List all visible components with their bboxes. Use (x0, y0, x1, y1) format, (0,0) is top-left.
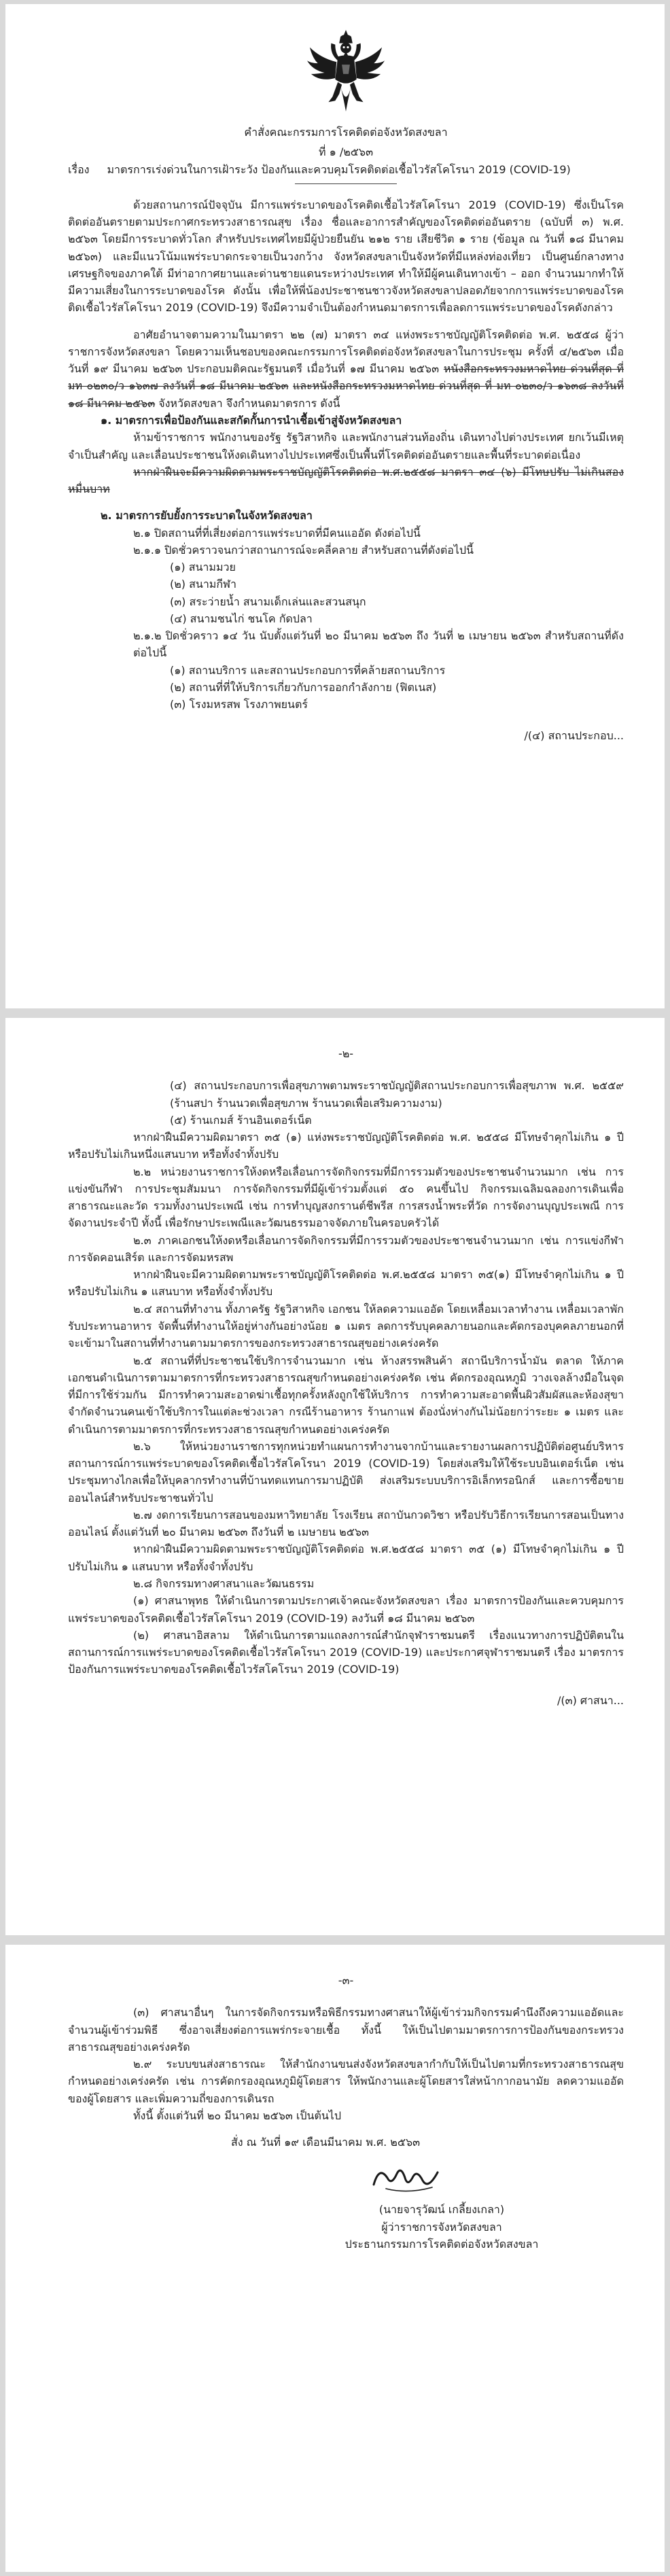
list-item: (๒) สนามกีฬา (170, 578, 236, 591)
list-item: (๓) โรงมหรสพ โรงภาพยนตร์ (170, 698, 308, 711)
section-2-8-2-paragraph: (๒) ศาสนาอิสลาม ให้ดำเนินการตามแถลงการณ์สำนักจุฬาราชมนตรี เรื่องแนวทางการปฏิบัติตนในสถานการณ์การแพร่ระบาดของโรคติดเชื้อไวรัสโคโรนา 2019 (COVID-19) และประกาศจุฬาราชมนตรี เรื่อง มาตรการป้องกันการแพร่ระบาดของโรคติดเชื้อไวรัสโคโรนา 2019 (COVID-19) (68, 1628, 624, 1676)
penalty-2-1: หากฝ่าฝืนมีความผิดมาตรา ๓๕ (๑) แห่งพระราชบัญญัติโรคติดต่อ พ.ศ. ๒๕๕๘ มีโทษจำคุกไม่เกิน ๑ ปี หรือปรับไม่เกินหนึ่งแสนบาท หรือทั้งจำทั้งปรับ (68, 1131, 624, 1161)
signer-name: (นายจารุวัฒน์ เกลี้ยงเกลา) (378, 2203, 505, 2217)
subject-text: มาตรการเร่งด่วนในการเฝ้าระวัง ป้องกันและควบคุมโรคติดต่อเชื้อไวรัสโคโรนา 2019 (COVID-19) (107, 162, 571, 176)
section-2-1-2-heading: ๒.๑.๒ ปิดชั่วคราว ๑๔ วัน นับตั้งแต่วันที่ ๒๐ มีนาคม ๒๕๖๓ ถึง วันที่ ๒ เมษายน ๒๕๖๓ สำหรับสถานที่ดังต่อไปนี้ (133, 629, 624, 660)
section-2-4-paragraph: ๒.๔ สถานที่ทำงาน ทั้งภาครัฐ รัฐวิสาหกิจ เอกชน ให้ลดความแออัด โดยเหลื่อมเวลาทำงาน เหลื่อมเวลาพักรับประทานอาหาร จัดพื้นที่ทำงานให้อยู่ห่างกันอย่างน้อย ๑ เมตร ลดการรับบุคคลภายนอกและคัดกรองบุคคลภายนอกที่จะเข้ามาในสถานที่ทำงานตามมาตรการของกระทรวงสาธารณสุขอย่างเคร่งครัด (68, 1302, 624, 1350)
list-item: (๔) สนามชนไก่ ชนโค กัดปลา (170, 612, 313, 625)
preamble-paragraph: ด้วยสถานการณ์ปัจจุบัน มีการแพร่ระบาดของโรคติดเชื้อไวรัสโคโรนา 2019 (COVID-19) ซึ่งเป็นโรคติดต่ออันตรายตามประกาศกระทรวงสาธารณสุข เรื่อง ชื่อและอาการสำคัญของโรคติดต่ออันตราย (ฉบับที่ ๓) พ.ศ. ๒๕๖๓ โดยมีการระบาดทั่วโลก สำหรับประเทศไทยมีผู้ป่วยยืนยัน ๒๑๒ ราย เสียชีวิต ๑ ราย (ข้อมูล ณ วันที่ ๑๘ มีนาคม ๒๕๖๓) และมีแนวโน้มแพร่ระบาดกระจายเป็นวงกว้าง จังหวัดสงขลาเป็นจังหวัดที่มีแหล่งท่องเที่ยว เป็นศูนย์กลางทางเศรษฐกิจของภาคใต้ มีท่าอากาศยานและด่านชายแดนระหว่างประเทศ ทำให้มีผู้คนเดินทางเข้า – ออก จำนวนมากทำให้มีความเสี่ยงในการระบาดของโรค ดังนั้น เพื่อให้พี่น้องประชาชนชาวจังหวัดสงขลาปลอดภัยจากการแพร่ระบาดของโรคติดเชื้อไวรัสโคโรนา 2019 (COVID-19) จึงมีความจำเป็นต้องกำหนดมาตรการเพื่อลดการแพร่ระบาดของโรคดังกล่าว (68, 198, 624, 315)
authority-paragraph (68, 326, 624, 412)
list-item: (๔) สถานประกอบการเพื่อสุขภาพตามพระราชบัญญัติสถานประกอบการเพื่อสุขภาพ พ.ศ. ๒๕๕๙ (ร้านสปา ร้านนวดเพื่อสุขภาพ ร้านนวดเพื่อเสริมความงาม) (170, 1079, 624, 1110)
list-2-1-2 (68, 662, 624, 713)
section-2-7-paragraph: ๒.๗ งดการเรียนการสอนของมหาวิทยาลัย โรงเรียน สถาบันกวดวิชา หรือปรับวิธีการเรียนการสอนเป็นทางออนไลน์ ตั้งแต่วันที่ ๒๐ มีนาคม ๒๕๖๓ ถึงวันที่ ๒ เมษายน ๒๕๖๓ (68, 1508, 624, 1539)
issuing-authority: คำสั่งคณะกรรมการโรคติดต่อจังหวัดสงขลา (244, 126, 448, 139)
section-2-8-heading: ๒.๘ กิจกรรมทางศาสนาและวัฒนธรรม (133, 1576, 315, 1590)
document-page-2 (5, 1018, 665, 1935)
section-2-1-heading: ๒.๑ ปิดสถานที่ที่เสี่ยงต่อการแพร่ระบาดที่มีคนแออัด ดังต่อไปนี้ (133, 526, 421, 540)
section-2-8-3-paragraph: (๓) ศาสนาอื่นๆ ในการจัดกิจกรรมหรือพิธีกรรมทางศาสนาให้ผู้เข้าร่วมกิจกรรมคำนึงถึงความแออัดและจำนวนผู้เข้าร่วมพิธี ซึ่งอาจเสี่ยงต่อการแพร่กระจายเชื้อ ทั้งนี้ ให้เป็นไปตามมาตรการการป้องกันของกระทรวงสาธารณสุขอย่างเคร่งครัด (68, 2006, 624, 2053)
section-2-2-paragraph: ๒.๒ หน่วยงานราชการให้งดหรือเลื่อนการจัดกิจกรรมที่มีการรวมตัวของประชาชนจำนวนมาก เช่น การแข่งขันกีฬา การประชุมสัมมนา การจัดกิจกรรมที่มีผู้เข้าร่วมตั้งแต่ ๕๐ คนขึ้นไป กิจกรรมเฉลิมฉลองการเดินเพื่อสาธารณะและวัด รวมทั้งงานประเพณี เช่น การทำบุญสงกรานต์ชีพรีส การสรงน้ำพระที่วัด การจัดงานบุญประเพณี การจัดงานประจำปี ทั้งนี้ เพื่อรักษาประเพณีและวัฒนธรรมอาจจัดภายในครอบครัวได้ (68, 1165, 624, 1230)
list-item: (๓) สระว่ายน้ำ สนามเด็กเล่นและสวนสนุก (170, 595, 366, 608)
page-number: -๒- (338, 1047, 354, 1060)
section-2-heading: ๒. มาตรการยับยั้งการระบาดในจังหวัดสงขลา (101, 509, 313, 523)
section-1-heading: ๑. มาตรการเพื่อป้องกันและสกัดกั้นการนำเชื้อเข้าสู่จังหวัดสงขลา (101, 413, 402, 427)
signer-title-1: ผู้ว่าราชการจังหวัดสงขลา (381, 2220, 502, 2234)
authority-text-end: จังหวัดสงขลา จึงกำหนดมาตรการ ดังนี้ (158, 396, 340, 410)
effective-date: ทั้งนี้ ตั้งแต่วันที่ ๒๐ มีนาคม ๒๕๖๓ เป็นต้นไป (133, 2109, 341, 2122)
section-1-paragraph: ห้ามข้าราชการ พนักงานของรัฐ รัฐวิสาหกิจ และพนักงานส่วนท้องถิ่น เดินทางไปต่างประเทศ ยกเว้นมีเหตุจำเป็นสำคัญ และเลื่อนประชาชนให้งดเดินทางไปประเทศซึ่งเป็นพื้นที่โรคติดต่ออันตรายและพื้นที่ระบาดต่อเนื่อง (68, 431, 624, 461)
order-number: ที่ ๑ /๒๕๖๓ (318, 145, 373, 159)
list-item: (๕) ร้านเกมส์ ร้านอินเตอร์เน็ต (170, 1113, 312, 1127)
section-2-3-paragraph: ๒.๓ ภาคเอกชนให้งดหรือเลื่อนการจัดกิจกรรมที่มีการรวมตัวของประชาชนจำนวนมาก เช่น การแข่งกีฬา การจัดคอนเสิร์ต และการจัดมหรสพ (68, 1233, 624, 1264)
section-2-5-paragraph: ๒.๕ สถานที่ที่ประชาชนใช้บริการจำนวนมาก เช่น ห้างสรรพสินค้า สถานีบริการน้ำมัน ตลาด ให้ภาคเอกชนดำเนินการตามมาตรการที่กระทรวงสาธารณสุขกำหนดอย่างเคร่งครัด เช่น คัดกรองอุณหภูมิ วางเจลล้างมือในจุดที่มีการใช้ร่วมกัน มีการทำความสะอาดฆ่าเชื้อทุกครั้งหลังถูกใช้ให้บริการ การทำความสะอาดพื้นผิวสัมผัสและห้องสุขา จำกัดจำนวนคนเข้าใช้บริการในแต่ละช่วงเวลา กรณีร้านอาหาร ร้านกาแฟ ต้องนั่งห่างกันไม่น้อยกว่าระยะ ๑ เมตร และดำเนินการตามมาตรการที่กระทรวงสาธารณสุขกำหนดอย่างเคร่งครัด (68, 1354, 624, 1436)
struck-reference-2: และหนังสือกระทรวงมหาดไทย ด่วนที่สุด ที่ มท ๐๒๓๐/ว ๑๖๓๘ ลงวันที่ ๑๘ มีนาคม ๒๕๖๓ (68, 379, 624, 410)
continuation-marker: /(๔) สถานประกอบ... (524, 728, 624, 742)
section-2-1-1-heading: ๒.๑.๑ ปิดชั่วคราวจนกว่าสถานการณ์จะคลี่คลาย สำหรับสถานที่ดังต่อไปนี้ (133, 543, 474, 557)
section-1-penalty: หากฝ่าฝืนจะมีความผิดตามพระราชบัญญัติโรคติดต่อ พ.ศ.๒๕๕๘ มาตรา ๓๔ (๖) มีโทษปรับ ไม่เกินสองหมื่นบาท (68, 465, 624, 496)
authority-text: อาศัยอำนาจตามความในมาตรา ๒๒ (๗) มาตรา ๓๔ แห่งพระราชบัญญัติโรคติดต่อ พ.ศ. ๒๕๕๘ ผู้ว่าราชการจังหวัดสงขลา โดยความเห็นชอบของคณะกรรมการโรคติดต่อจังหวัดสงขลาในการประชุม ครั้งที่ ๔/๒๕๖๓ เมื่อวันที่ ๑๙ มีนาคม ๒๕๖๓ ประกอบมติคณะรัฐมนตรี เมื่อวันที่ ๑๗ มีนาคม ๒๕๖๓ (68, 328, 624, 376)
list-item: (๑) สนามมวย (170, 561, 236, 574)
list-2-1-1 (68, 559, 624, 627)
subject-line (68, 161, 624, 178)
struck-reference-1: หนังสือกระทรวงมหาดไทย ด่วนที่สุด ที่ มท ๐๒๓๐/ว ๑๖๓๗ ลงวันที่ ๑๘ มีนาคม ๒๕๖๓ (68, 362, 624, 393)
document-page-3 (5, 1945, 665, 2572)
subject-label: เรื่อง (68, 162, 90, 176)
document-page-1 (5, 4, 665, 1008)
signature-icon (367, 2157, 448, 2198)
continuation-marker: /(๓) ศาสนา... (557, 1693, 624, 1707)
list-item: (๑) สถานบริการ และสถานประกอบการที่คล้ายสถานบริการ (170, 663, 446, 677)
page-number: -๓- (338, 1974, 354, 1987)
title-divider (295, 183, 397, 184)
order-date: สั่ง ณ วันที่ ๑๙ เดือนมีนาคม พ.ศ. ๒๕๖๓ (231, 2136, 421, 2149)
garuda-emblem-icon (306, 27, 386, 114)
penalty-2-3: หากฝ่าฝืนจะมีความผิดตามพระราชบัญญัติโรคติดต่อ พ.ศ.๒๕๕๘ มาตรา ๓๕(๑) มีโทษจำคุกไม่เกิน ๑ ปี หรือปรับไม่เกิน ๑ แสนบาท หรือทั้งจำทั้งปรับ (68, 1268, 624, 1299)
penalty-2-7: หากฝ่าฝืนมีความผิดตามพระราชบัญญัติโรคติดต่อ พ.ศ.๒๕๕๘ มาตรา ๓๕ (๑) มีโทษจำคุกไม่เกิน ๑ ปี ปรับไม่เกิน ๑ แสนบาท หรือทั้งจำทั้งปรับ (68, 1542, 624, 1573)
signature-block (68, 2201, 564, 2253)
list-item: (๒) สถานที่ที่ให้บริการเกี่ยวกับการออกกำลังกาย (ฟิตเนส) (170, 680, 437, 694)
signer-title-2: ประธานกรรมการโรคติดต่อจังหวัดสงขลา (345, 2237, 539, 2251)
section-2-9-paragraph: ๒.๙ ระบบขนส่งสาธารณะ ให้สำนักงานขนส่งจังหวัดสงขลากำกับให้เป็นไปตามที่กระทรวงสาธารณสุขกำหนดอย่างเคร่งครัด เช่น การคัดกรองอุณหภูมิผู้โดยสาร ให้พนักงานและผู้โดยสารใส่หน้ากากอนามัย ลดความแออัดของผู้โดยสาร และเพิ่มความถี่ของการเดินรถ (68, 2058, 624, 2105)
section-2-8-1-paragraph: (๑) ศาสนาพุทธ ให้ดำเนินการตามประกาศเจ้าคณะจังหวัดสงขลา เรื่อง มาตรการป้องกันและควบคุมการแพร่ระบาดของโรคติดเชื้อไวรัสโคโรนา 2019 (COVID-19) ลงวันที่ ๑๘ มีนาคม ๒๕๖๓ (68, 1594, 624, 1625)
section-2-6-paragraph: ๒.๖ ให้หน่วยงานราชการทุกหน่วยทำแผนการทำงานจากบ้านและรายงานผลการปฏิบัติต่อศูนย์บริหารสถานการณ์การแพร่ระบาดของโรคติดเชื้อไวรัสโคโรนา 2019 (COVID-19) โดยส่งเสริมให้ใช้ระบบอินเตอร์เน็ต เช่น ประชุมทางไกลเพื่อให้บุคลากรทำงานที่บ้านทดแทนการมาปฏิบัติ ส่งเสริมระบบบริการอิเล็กทรอนิกส์ และการซื้อขายออนไลน์สำหรับประชาชนทั่วไป (68, 1439, 624, 1504)
